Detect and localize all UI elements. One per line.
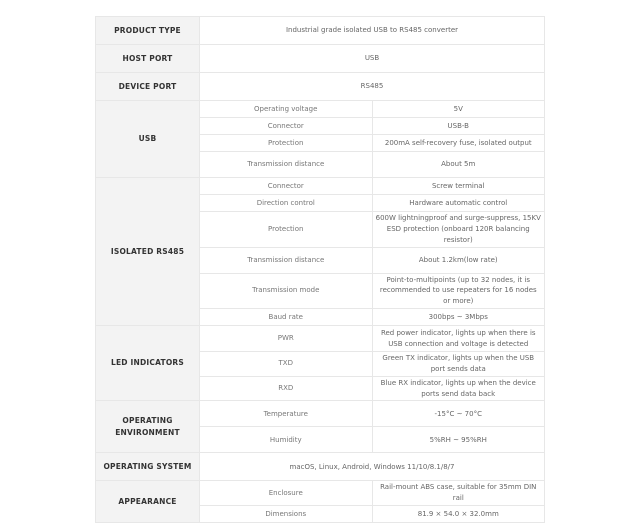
sub-label: Humidity xyxy=(200,427,373,453)
sub-label: RXD xyxy=(200,376,373,401)
sub-label: Direction control xyxy=(200,195,373,212)
sub-label: Transmission mode xyxy=(200,273,373,309)
spec-value: macOS, Linux, Android, Windows 11/10/8.1/8/7 xyxy=(200,453,545,481)
table-row xyxy=(96,45,545,73)
category-label: HOST PORT xyxy=(96,45,200,73)
sub-label: Connector xyxy=(200,118,373,135)
spec-value: About 1.2km(low rate) xyxy=(372,247,545,273)
category-label: USB xyxy=(96,101,200,178)
spec-value: 81.9 × 54.0 × 32.0mm xyxy=(372,506,545,523)
table-row xyxy=(96,481,545,506)
spec-table xyxy=(95,16,545,523)
sub-label: Connector xyxy=(200,178,373,195)
spec-value: RS485 xyxy=(200,73,545,101)
category-label: APPEARANCE xyxy=(96,481,200,523)
spec-value: Point-to-multipoints (up to 32 nodes, it is recommended to use repeaters for 16 nodes or more) xyxy=(372,273,545,309)
spec-value: 5%RH ~ 95%RH xyxy=(372,427,545,453)
table-row xyxy=(96,73,545,101)
sub-label: Protection xyxy=(200,135,373,152)
spec-value: USB-B xyxy=(372,118,545,135)
table-row xyxy=(96,326,545,352)
spec-value: About 5m xyxy=(372,152,545,178)
spec-value: -15°C ~ 70°C xyxy=(372,401,545,427)
table-row xyxy=(96,101,545,118)
category-label: DEVICE PORT xyxy=(96,73,200,101)
category-label: LED INDICATORS xyxy=(96,326,200,401)
table-row xyxy=(96,401,545,427)
category-label: ISOLATED RS485 xyxy=(96,178,200,326)
table-row xyxy=(96,453,545,481)
spec-value: 300bps ~ 3Mbps xyxy=(372,309,545,326)
spec-value: Screw terminal xyxy=(372,178,545,195)
spec-value: Blue RX indicator, lights up when the device ports send data back xyxy=(372,376,545,401)
sub-label: TXD xyxy=(200,352,373,377)
spec-value: Red power indicator, lights up when there is USB connection and voltage is detected xyxy=(372,326,545,352)
sub-label: Transmission distance xyxy=(200,152,373,178)
table-row xyxy=(96,178,545,195)
spec-value: Rail-mount ABS case, suitable for 35mm DIN rail xyxy=(372,481,545,506)
spec-value: 600W lightningproof and surge-suppress, 15KV ESD protection (onboard 120R balancing resistor) xyxy=(372,212,545,248)
sub-label: PWR xyxy=(200,326,373,352)
sub-label: Operating voltage xyxy=(200,101,373,118)
category-label: OPERATING ENVIRONMENT xyxy=(96,401,200,453)
category-label: PRODUCT TYPE xyxy=(96,17,200,45)
spec-value: USB xyxy=(200,45,545,73)
sub-label: Temperature xyxy=(200,401,373,427)
spec-value: 5V xyxy=(372,101,545,118)
sub-label: Enclosure xyxy=(200,481,373,506)
spec-value: Industrial grade isolated USB to RS485 converter xyxy=(200,17,545,45)
sub-label: Transmission distance xyxy=(200,247,373,273)
spec-value: Green TX indicator, lights up when the USB port sends data xyxy=(372,352,545,377)
category-label: OPERATING SYSTEM xyxy=(96,453,200,481)
sub-label: Dimensions xyxy=(200,506,373,523)
sub-label: Protection xyxy=(200,212,373,248)
sub-label: Baud rate xyxy=(200,309,373,326)
spec-value: 200mA self-recovery fuse, isolated output xyxy=(372,135,545,152)
spec-value: Hardware automatic control xyxy=(372,195,545,212)
table-row xyxy=(96,17,545,45)
